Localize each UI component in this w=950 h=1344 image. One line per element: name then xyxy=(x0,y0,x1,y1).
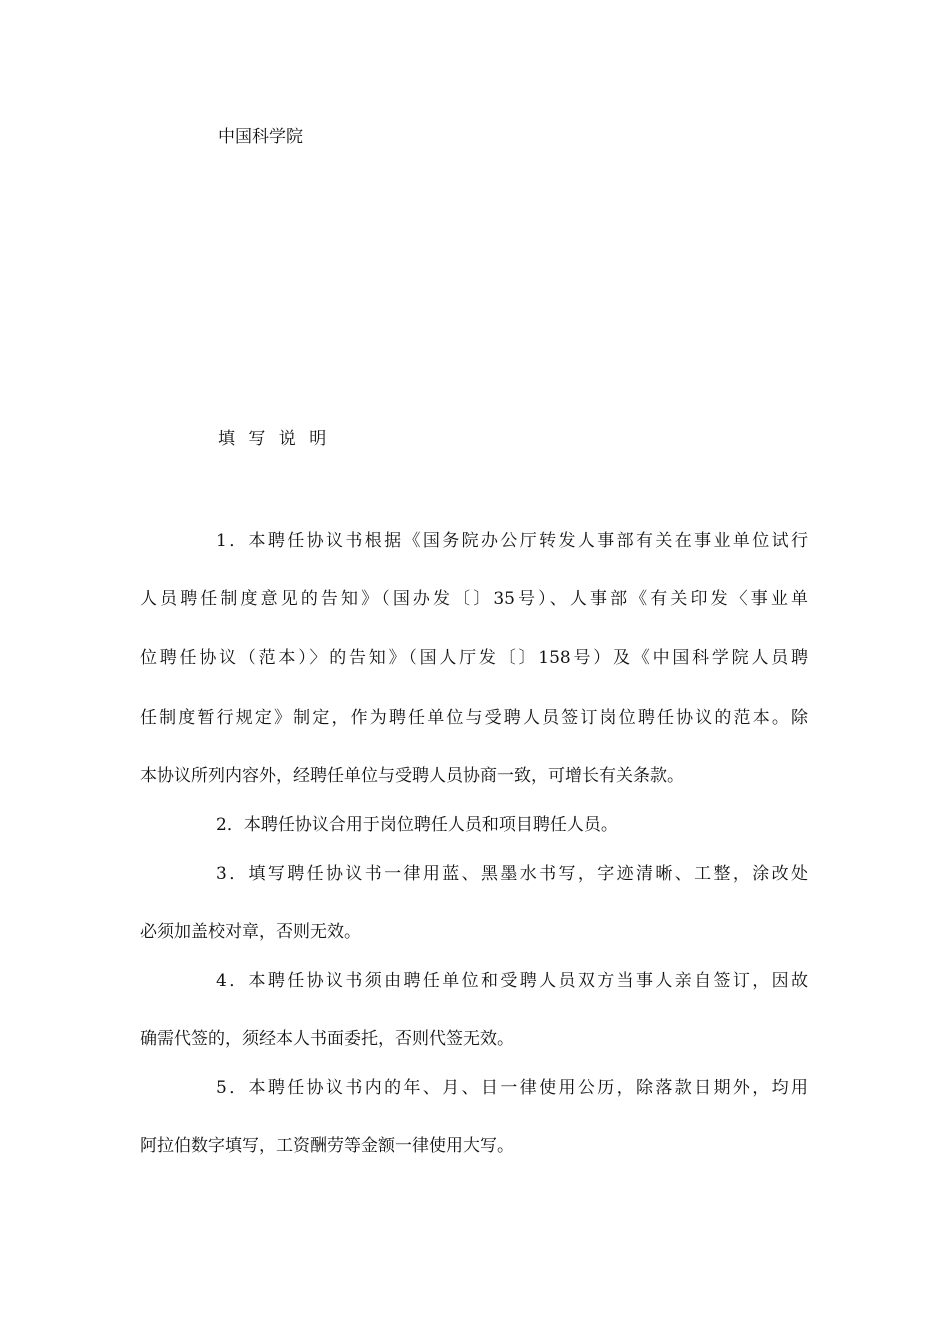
paragraph-4-line-2: 确需代签的，须经本人书面委托，否则代签无效。 xyxy=(140,1029,514,1049)
section-title: 填 写 说 明 xyxy=(218,429,331,449)
paragraph-1-line-4: 任制度暂行规定》制定，作为聘任单位与受聘人员签订岗位聘任协议的范本。除 xyxy=(140,708,808,728)
paragraph-3-line-2: 必须加盖校对章，否则无效。 xyxy=(140,922,361,942)
paragraph-2-line-1: 2．本聘任协议合用于岗位聘任人员和项目聘任人员。 xyxy=(216,815,618,835)
paragraph-1-line-5: 本协议所列内容外，经聘任单位与受聘人员协商一致，可增长有关条款。 xyxy=(140,766,684,786)
paragraph-5-line-2: 阿拉伯数字填写，工资酬劳等金额一律使用大写。 xyxy=(140,1136,514,1156)
paragraph-1-line-3: 位聘任协议（范本）〉的告知》（国人厅发〔〕158号）及《中国科学院人员聘 xyxy=(140,648,808,668)
organization-name: 中国科学院 xyxy=(218,127,303,147)
paragraph-4-line-1: 4．本聘任协议书须由聘任单位和受聘人员双方当事人亲自签订，因故 xyxy=(216,971,808,991)
paragraph-1-line-2: 人员聘任制度意见的告知》（国办发〔〕35号）、人事部《有关印发〈事业单 xyxy=(140,589,808,609)
paragraph-1-line-1: 1．本聘任协议书根据《国务院办公厅转发人事部有关在事业单位试行 xyxy=(216,531,808,551)
paragraph-5-line-1: 5．本聘任协议书内的年、月、日一律使用公历，除落款日期外，均用 xyxy=(216,1078,808,1098)
paragraph-3-line-1: 3．填写聘任协议书一律用蓝、黑墨水书写，字迹清晰、工整，涂改处 xyxy=(216,864,808,884)
